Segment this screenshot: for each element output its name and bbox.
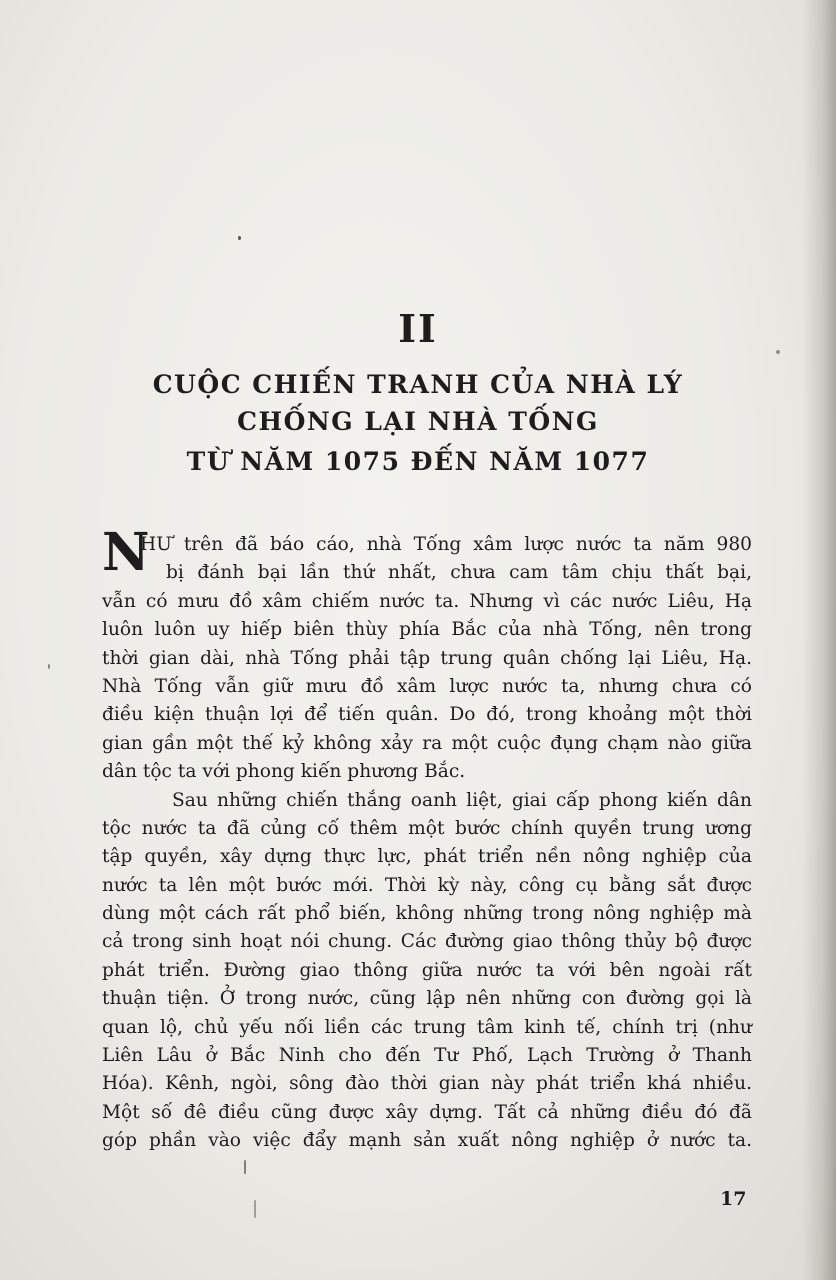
paragraph1-line: điều kiện thuận lợi để tiến quân. Do đó, trong khoảng một thời bbox=[102, 704, 752, 726]
paper-speck bbox=[48, 664, 50, 669]
page-edge-shadow bbox=[802, 0, 836, 1280]
paragraph2-line: thuận tiện. Ở trong nước, cũng lập nên những con đường gọi là bbox=[102, 988, 752, 1010]
paragraph2-line: Một số đê điều cũng được xây dựng. Tất cả những điều đó đã bbox=[102, 1101, 752, 1123]
paragraph1-line: gian gần một thế kỷ không xảy ra một cuộc đụng chạm nào giữa bbox=[102, 732, 752, 754]
drop-cap: N bbox=[102, 522, 150, 583]
page-number: 17 bbox=[720, 1188, 747, 1210]
chapter-title-line-2: CHỐNG LẠI NHÀ TỐNG bbox=[237, 407, 599, 436]
paragraph2-line: Hóa). Kênh, ngòi, sông đào thời gian này phát triển khá nhiều. bbox=[102, 1073, 752, 1095]
first-line: HƯ trên đã báo cáo, nhà Tống xâm lược nước ta năm 980 bbox=[140, 534, 752, 555]
paper-speck bbox=[238, 236, 241, 240]
paragraph2-line: quan lộ, chủ yếu nối liền các trung tâm kinh tế, chính trị (như bbox=[102, 1016, 752, 1038]
paragraph2-line: góp phần vào việc đẩy mạnh sản xuất nông nghiệp ở nước ta. bbox=[102, 1130, 752, 1152]
paragraph1-line: Nhà Tống vẫn giữ mưu đồ xâm lược nước ta, nhưng chưa có bbox=[102, 675, 752, 697]
paragraph1-line: thời gian dài, nhà Tống phải tập trung quân chống lại Liêu, Hạ. bbox=[102, 647, 752, 669]
paragraph2-line: cả trong sinh hoạt nói chung. Các đường giao thông thủy bộ được bbox=[102, 931, 752, 953]
paragraph2-line: dùng một cách rất phổ biến, không những trong nông nghiệp mà bbox=[102, 903, 752, 925]
paragraph1-line: dân tộc ta với phong kiến phương Bắc. bbox=[102, 761, 466, 783]
paper-speck bbox=[776, 350, 780, 354]
paragraph1-line: luôn luôn uy hiếp biên thùy phía Bắc của nhà Tống, nên trong bbox=[102, 619, 752, 641]
paragraph2-line: nước ta lên một bước mới. Thời kỳ này, công cụ bằng sắt được bbox=[102, 874, 752, 896]
chapter-number: II bbox=[398, 306, 438, 351]
paragraph2-line: phát triển. Đường giao thông giữa nước ta với bên ngoài rất bbox=[102, 959, 752, 981]
paper-speck bbox=[254, 1200, 256, 1218]
paragraph2-line: Sau những chiến thắng oanh liệt, giai cấp phong kiến dân bbox=[172, 789, 752, 811]
paragraph2-line: tập quyền, xây dựng thực lực, phát triển nền nông nghiệp của bbox=[102, 846, 752, 868]
paragraph1-line: vẫn có mưu đồ xâm chiếm nước ta. Nhưng vì các nước Liêu, Hạ bbox=[102, 590, 752, 612]
chapter-title-line-1: CUỘC CHIẾN TRANH CỦA NHÀ LÝ bbox=[152, 370, 684, 399]
body-text bbox=[102, 531, 752, 1156]
chapter-title-line-3: TỪ NĂM 1075 ĐẾN NĂM 1077 bbox=[186, 447, 650, 476]
paragraph2-line: tộc nước ta đã củng cố thêm một bước chính quyền trung ương bbox=[102, 817, 752, 839]
paragraph1-line: bị đánh bại lần thứ nhất, chưa cam tâm chịu thất bại, bbox=[166, 562, 752, 584]
paragraph2-line: Liên Lâu ở Bắc Ninh cho đến Tư Phố, Lạch Trường ở Thanh bbox=[102, 1045, 752, 1067]
paper-speck bbox=[244, 1160, 246, 1174]
